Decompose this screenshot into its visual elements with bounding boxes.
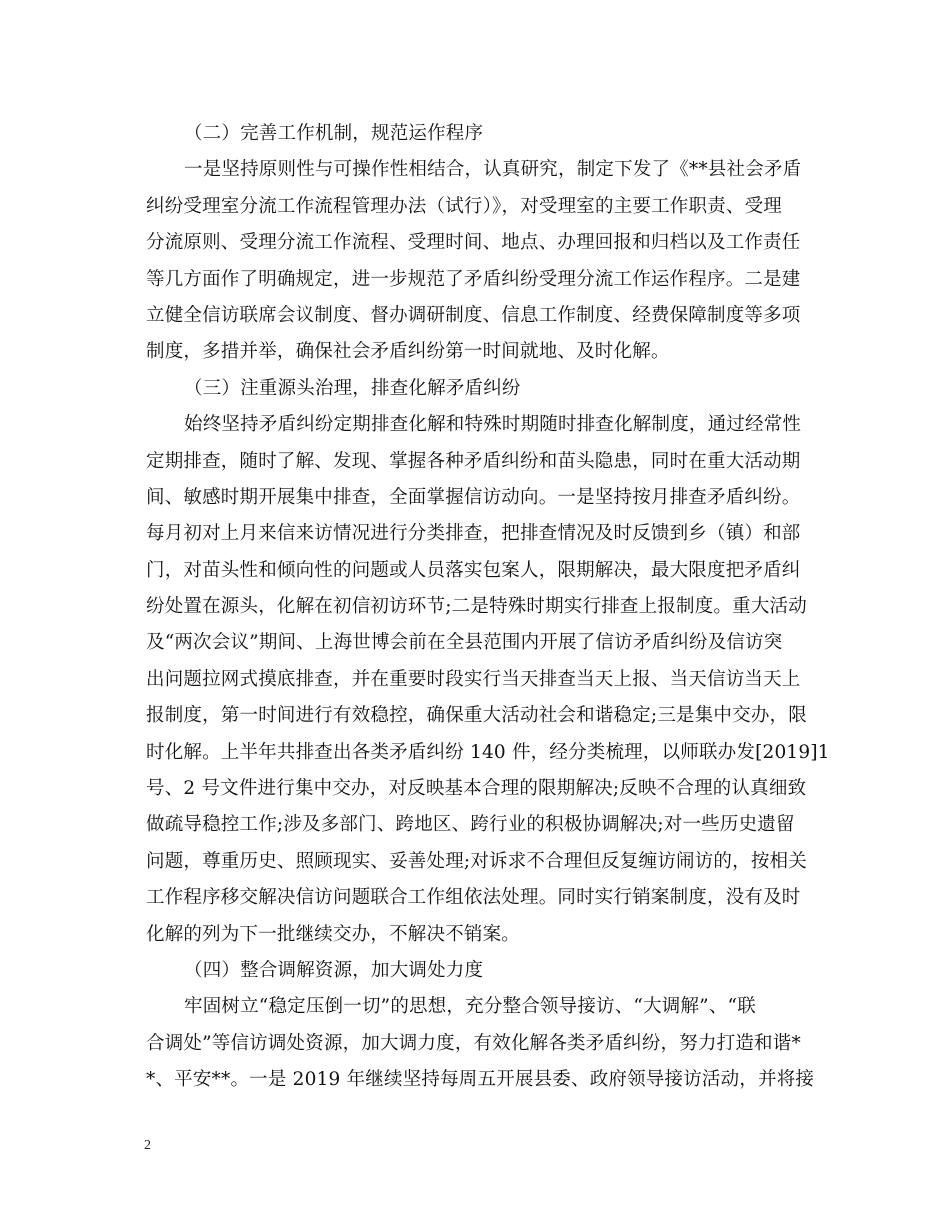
paragraph-line: 及“两次会议”期间、上海世博会前在全县范围内开展了信访矛盾纠纷及信访突 bbox=[146, 632, 783, 654]
paragraph-line: 始终坚持矛盾纠纷定期排查化解和特殊时期随时排查化解制度，通过经常性 bbox=[184, 414, 802, 436]
document-body bbox=[146, 116, 830, 1099]
paragraph-line: 纷处置在源头，化解在初信初访环节;二是特殊时期实行排查上报制度。重大活动 bbox=[146, 596, 807, 618]
paragraph-line: 间、敏感时期开展集中排查，全面掌握信访动向。一是坚持按月排查矛盾纠纷。 bbox=[146, 486, 801, 508]
paragraph-line: 出问题拉网式摸底排查，并在重要时段实行当天排查当天上报、当天信访当天上 bbox=[146, 668, 801, 690]
page-number: 2 bbox=[144, 1138, 151, 1153]
paragraph-line: 合调处”等信访调处资源，加大调力度，有效化解各类矛盾纠纷，努力打造和谐* bbox=[146, 1032, 801, 1054]
paragraph-line: 纠纷受理室分流工作流程管理办法（试行）》，对受理室的主要工作职责、受理 bbox=[146, 195, 783, 217]
paragraph-line: 做疏导稳控工作;涉及多部门、跨地区、跨行业的积极协调解决;对一些历史遗留 bbox=[146, 814, 795, 836]
paragraph-line: 报制度，第一时间进行有效稳控，确保重大活动社会和谐稳定;三是集中交办，限 bbox=[146, 705, 807, 727]
paragraph-line: 立健全信访联席会议制度、督办调研制度、信息工作制度、经费保障制度等多项 bbox=[146, 304, 801, 326]
paragraph-line: 工作程序移交解决信访问题联合工作组依法处理。同时实行销案制度，没有及时 bbox=[146, 887, 801, 909]
paragraph-line: 制度，多措并举，确保社会矛盾纠纷第一时间就地、及时化解。 bbox=[146, 341, 670, 363]
paragraph-line: 每月初对上月来信来访情况进行分类排查，把排查情况及时反馈到乡（镇）和部 bbox=[146, 523, 801, 545]
paragraph-line: 问题，尊重历史、照顾现实、妥善处理;对诉求不合理但反复缠访闹访的，按相关 bbox=[146, 850, 807, 872]
paragraph-line: 号、2 号文件进行集中交办，对反映基本合理的限期解决;反映不合理的认真细致 bbox=[146, 778, 807, 800]
paragraph-line: 分流原则、受理分流工作流程、受理时间、地点、办理回报和归档以及工作责任 bbox=[146, 232, 801, 254]
section-heading: （二）完善工作机制，规范运作程序 bbox=[184, 123, 484, 144]
paragraph-line: 门，对苗头性和倾向性的问题或人员落实包案人，限期解决，最大限度把矛盾纠 bbox=[146, 559, 801, 581]
paragraph-line: 时化解。上半年共排查出各类矛盾纠纷 140 件，经分类梳理，以师联办发[2019]1 bbox=[146, 741, 830, 763]
paragraph-line: 一是坚持原则性与可操作性相结合，认真研究，制定下发了《**县社会矛盾 bbox=[184, 159, 802, 181]
paragraph-line: *、平安**。一是 2019 年继续坚持每周五开展县委、政府领导接访活动，并将接 bbox=[146, 1069, 815, 1091]
paragraph-line: 等几方面作了明确规定，进一步规范了矛盾纠纷受理分流工作运作程序。二是建 bbox=[146, 268, 801, 290]
section-heading: （三）注重源头治理，排查化解矛盾纠纷 bbox=[184, 377, 521, 399]
section-heading: （四）整合调解资源，加大调处力度 bbox=[184, 959, 484, 981]
paragraph-line: 牢固树立“稳定压倒一切”的思想，充分整合领导接访、“大调解”、“联 bbox=[184, 996, 756, 1018]
paragraph-line: 定期排查，随时了解、发现、掌握各种矛盾纠纷和苗头隐患，同时在重大活动期 bbox=[146, 450, 801, 472]
paragraph-line: 化解的列为下一批继续交办，不解决不销案。 bbox=[146, 923, 521, 945]
